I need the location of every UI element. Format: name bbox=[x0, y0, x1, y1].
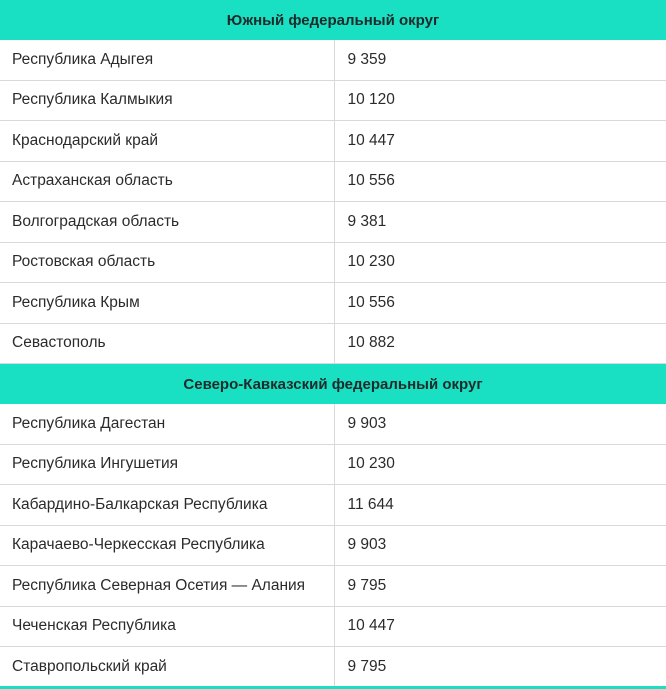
table-row bbox=[0, 80, 666, 121]
region-name: Астраханская область bbox=[0, 161, 334, 202]
region-name: Республика Северная Осетия — Алания bbox=[0, 566, 334, 607]
region-name: Ростовская область bbox=[0, 242, 334, 283]
table-row bbox=[0, 161, 666, 202]
table-row bbox=[0, 323, 666, 364]
region-name: Чеченская Республика bbox=[0, 606, 334, 647]
table-row bbox=[0, 647, 666, 688]
region-name: Ставропольский край bbox=[0, 647, 334, 688]
section-title: Южный федеральный округ bbox=[0, 0, 666, 40]
section-header-north-caucasus bbox=[0, 364, 666, 405]
table-row bbox=[0, 202, 666, 243]
section-header-south bbox=[0, 0, 666, 40]
region-value: 9 903 bbox=[334, 525, 666, 566]
table-row bbox=[0, 242, 666, 283]
region-value: 10 447 bbox=[334, 121, 666, 162]
table-row bbox=[0, 283, 666, 324]
table-row bbox=[0, 566, 666, 607]
region-name: Республика Ингушетия bbox=[0, 444, 334, 485]
region-name: Кабардино-Балкарская Республика bbox=[0, 485, 334, 526]
region-name: Карачаево-Черкесская Республика bbox=[0, 525, 334, 566]
region-value: 10 230 bbox=[334, 444, 666, 485]
region-value: 10 882 bbox=[334, 323, 666, 364]
table-row bbox=[0, 485, 666, 526]
region-name: Республика Калмыкия bbox=[0, 80, 334, 121]
region-name: Республика Крым bbox=[0, 283, 334, 324]
region-name: Республика Дагестан bbox=[0, 404, 334, 444]
region-value: 9 795 bbox=[334, 647, 666, 688]
region-value: 9 359 bbox=[334, 40, 666, 80]
region-value: 9 795 bbox=[334, 566, 666, 607]
table-row bbox=[0, 525, 666, 566]
section-title: Северо-Кавказский федеральный округ bbox=[0, 364, 666, 405]
region-name: Краснодарский край bbox=[0, 121, 334, 162]
region-value: 10 120 bbox=[334, 80, 666, 121]
region-name: Волгоградская область bbox=[0, 202, 334, 243]
region-value: 10 556 bbox=[334, 283, 666, 324]
table-row bbox=[0, 606, 666, 647]
region-value: 11 644 bbox=[334, 485, 666, 526]
table-row bbox=[0, 404, 666, 444]
region-value: 10 230 bbox=[334, 242, 666, 283]
table-row bbox=[0, 444, 666, 485]
region-name: Республика Адыгея bbox=[0, 40, 334, 80]
region-name: Севастополь bbox=[0, 323, 334, 364]
table-row bbox=[0, 40, 666, 80]
table-row bbox=[0, 121, 666, 162]
region-value: 10 447 bbox=[334, 606, 666, 647]
region-value: 10 556 bbox=[334, 161, 666, 202]
region-value: 9 381 bbox=[334, 202, 666, 243]
region-value: 9 903 bbox=[334, 404, 666, 444]
